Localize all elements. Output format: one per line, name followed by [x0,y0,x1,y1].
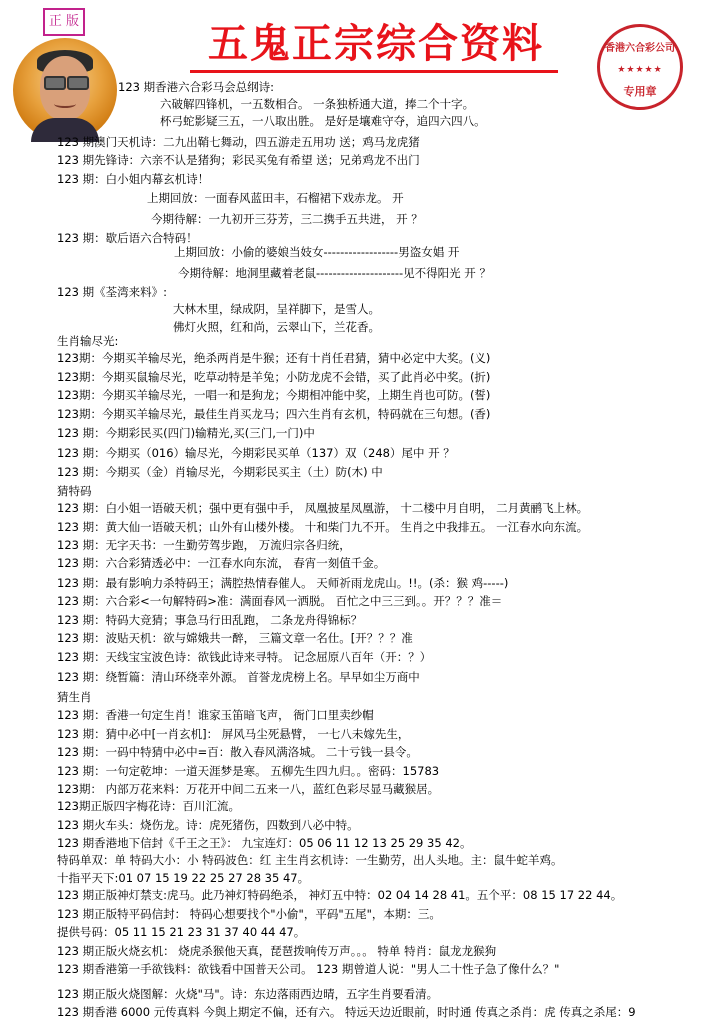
text-line: 佛灯火照，红和尚，云翠山下，兰花香。 [173,320,380,334]
genuine-badge: 正 版 [43,8,85,36]
text-line: 123期：今期买羊输尽光，一唱一和是狗龙；今期相冲能中奖，上期生肖也可防。(誓) [57,388,491,402]
text-line: 六破解四锋机，一五数相合。 一条独桥通大道，捧二个十字。 [160,97,475,111]
text-line: 123 期火车头：烧伤龙。诗：虎死猪伤，四数到八必中特。 [57,818,359,832]
text-line: 生肖输尽光: [57,334,119,348]
seal-stars-icon: ★★★★★ [617,65,663,75]
text-line: 123 期：最有影响力杀特码王；满腔热情春催人。 天师祈雨龙虎山。!!。(杀：猴 鸡-----) [57,576,509,590]
text-line: 今期待解：地洞里藏着老鼠---------------------见不得阳光 开 ？ [178,266,491,280]
text-line: 123 期香港地下信封《千王之王》： 九宝连灯：05 06 11 12 13 25 29 35 42。 [57,836,472,850]
portrait-glasses-right [67,76,89,90]
text-line: 123 期正版火烧玄机： 烧虎杀猴他天真，琵琶拨响传万声。。。 特单 特肖：鼠龙龙猴狗 [57,944,497,958]
text-line: 123 期：绕暂篇：清山环绕幸外源。 首誉龙虎榜上名。早早如尘万商中 [57,670,420,684]
text-line: 123 期：天线宝宝波色诗：欲钱此诗来寻特。 记念屈原八百年（开：？） [57,650,432,664]
text-line: 123 期：六合彩猜透必中：一江春水向东流， 春宵一刻值千金。 [57,556,386,570]
text-line: 123期：今期买羊输尽光，绝杀两肖是牛猴；还有十肖任君猜，猜中必定中大奖。(义) [57,351,491,365]
text-line: 123期： 内部万花来料：万花开中间二五来一八，蓝红色彩尽显马藏猴居。 [57,782,440,796]
text-line: 123 期：一码中特猜中必中=百：散入春风满洛城。 二十亏钱一县令。 [57,745,418,759]
text-line: 十指平天下:01 07 15 19 22 25 27 28 35 47。 [57,871,310,885]
text-line: 猜生肖 [57,690,92,704]
text-line: 123 期：无字天书：一生勤劳驾步跑， 万流归宗各归统， [57,538,351,552]
title-underline [190,70,558,73]
portrait-glasses-left [44,76,66,90]
text-line: 123 期正版火烧图解：火烧"马"。诗：东边落雨西边晴，五字生肖要看清。 [57,986,439,1001]
text-line: 123期正版四字梅花诗：百川汇流。 [57,799,240,813]
text-line: 123 期《荃湾来料》: [57,285,167,299]
text-line: 123 期：波贴天机：欲与嫦娥共一醉， 三篇文章一名仕。[开？？？准 [57,631,413,645]
text-line: 123 期：特码大竞猜；事急马行田乱跑， 二条龙舟得锦标？ [57,613,363,627]
text-line: 猜特码 [57,484,92,498]
text-line: 123 期：一句定乾坤：一道天涯梦是寒。 五柳先生四九归。。密码：15783 [57,764,440,778]
text-line: 123期：今期买鼠输尽光，吃草动特是羊兔；小防龙虎不会错，买了此肖必中奖。(折) [57,370,491,384]
text-line: 123 期：今期买（金）肖输尽光，今期彩民买主（土）防(木) 中 [57,465,383,479]
text-line: 上期回放：一面春风蓝田丰，石榴裙下戏赤龙。 开 [147,191,404,205]
text-line: 123 期：今期彩民买(四门)输精光,买(三门,一门)中 [57,426,315,440]
text-line: 123 期香港六合彩马会总纲诗: [118,80,274,94]
text-line: 123期：今期买羊输尽光，最佳生肖买龙马；四六生肖有玄机，特码就在三句想。(香) [57,407,491,421]
text-line: 123 期：白小姐一语破天机；强中更有强中手， 凤凰披星凤凰游， 十二楼中月自明， 二月黄鹂飞上林。 [57,501,589,515]
seal-foot: 专用章 [623,85,657,98]
text-line: 提供号码：05 11 15 21 23 31 37 40 44 47。 [57,925,306,939]
text-line: 大林木里，绿成阴，呈祥脚下，是雪人。 [173,302,380,316]
text-line: 123 期正版特平码信封： 特码心想要找个"小偷"，平码"五尾"，本期：三。 [57,907,441,921]
text-line: 123 期先锋诗：六亲不认是猪狗；彩民买兔有希望 送；兄弟鸡龙不出门 [57,153,420,167]
text-line: 123 期正版神灯禁支:虎马。此乃神灯特码绝杀， 神灯五中特：02 04 14 28 41。五个平：08 15 17 22 44。 [57,888,623,902]
text-line: 123 期香港第一手欲钱料：欲钱看中国普天公司。 123 期曾道人说："男人二十性子急了像什么？" [57,962,560,976]
text-line: 123 期：六合彩<一句解特码>准：满面春风一洒脱。 百忙之中三三到。。开？？？准＝ [57,594,503,608]
seal-text: 香港六合彩公司 [605,43,675,54]
text-line: 123 期：猜中必中[一肖玄机]： 屏风马尘死悬臂， 一七八未嫁先生， [57,727,410,741]
text-line: 123 期：白小姐内幕玄机诗！ [57,172,210,186]
text-line: 123 期香港 6000 元传真料 今與上期定不偏，还有六。 特远天边近眼前，时时通 传真之杀肖：虎 传真之杀尾：9 [57,1005,636,1019]
text-line: 123 期澳门天机诗：二九出鞘七舞动，四五游走五用功 送；鸡马龙虎猪 [57,135,420,149]
portrait-mouth [54,100,76,108]
text-line: 123 期：香港一句定生肖！谁家玉笛暗飞声， 衙门口里卖纱帽 [57,708,374,722]
text-line: 杯弓蛇影疑三五，一八取出胜。 是好是壤难守夺，追四六四八。 [160,114,486,128]
text-line: 123 期：今期买（016）输尽光，今期彩民买单（137）双（248）尾中 开 ？ [57,446,455,460]
text-line: 特码单双：单 特码大小：小 特码波色：红 主生肖玄机诗：一生勤劳，出人头地。主：鼠牛蛇羊鸡。 [57,853,563,867]
text-line: 123 期：歇后语六合特码！ [57,231,198,245]
text-line: 123 期：黄大仙一语破天机；山外有山楼外楼。 十和柴门九不开。 生肖之中我排五。 一江春水向东流。 [57,520,589,534]
text-line: 今期待解：一九初开三芬芳，三二携手五共进， 开 ？ [151,212,423,226]
portrait-photo [13,38,117,142]
text-line: 上期回放：小偷的婆娘当妓女------------------男盗女娼 开 [174,245,460,259]
company-seal [597,24,683,110]
page-title: 五鬼正宗综合资料 [208,20,544,67]
